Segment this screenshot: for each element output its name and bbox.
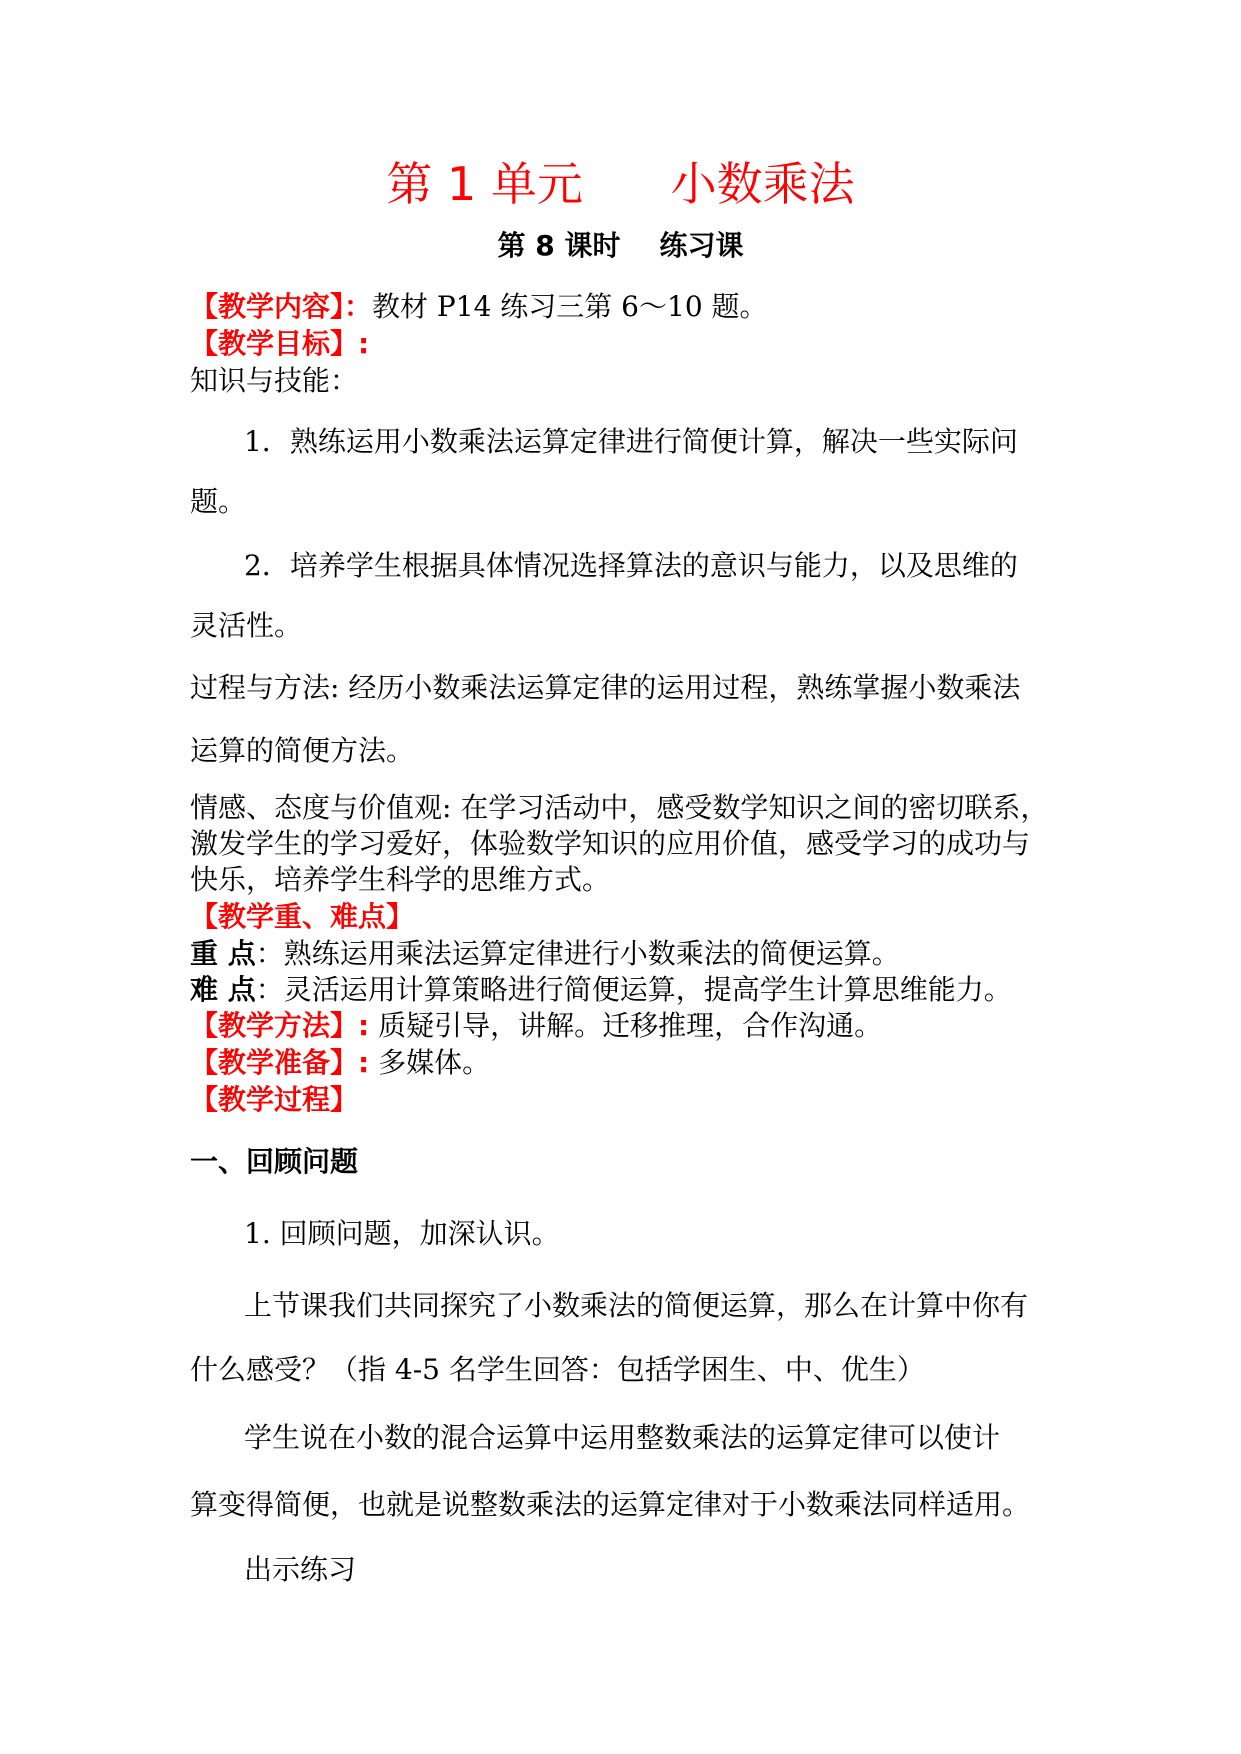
difficult-point-line: [190, 970, 1070, 1010]
knowledge-heading: 知识与技能：: [190, 364, 359, 397]
difficult-point-label: 难 点: [190, 973, 256, 1006]
process-method-line-1: 过程与方法: 经历小数乘法运算定律的运用过程，熟练掌握小数乘法: [190, 671, 1021, 704]
teaching-method-label: 【教学方法】:: [190, 1009, 370, 1042]
teaching-process-label: 【教学过程】: [190, 1083, 359, 1116]
objective-1-line-1: 1．熟练运用小数乘法运算定律进行简便计算，解决一些实际问: [244, 425, 1018, 458]
emotion-line-3: 快乐，培养学生科学的思维方式。: [190, 863, 611, 896]
teaching-process-line: [190, 1080, 1070, 1120]
paragraph-1-line-1: 上节课我们共同探究了小数乘法的简便运算，那么在计算中你有: [244, 1289, 1029, 1322]
objective-2-line-2: 灵活性。: [190, 609, 303, 642]
paragraph-1-line-2: 什么感受？（指 4-5 名学生回答：包括学困生、中、优生）: [190, 1353, 925, 1386]
teaching-preparation-line: [190, 1043, 1070, 1083]
key-difficult-heading-line: [190, 897, 1070, 937]
difficult-point-text: ：灵活运用计算策略进行简便运算，提高学生计算思维能力。: [255, 973, 1012, 1006]
emotion-line-2: 激发学生的学习爱好，体验数学知识的应用价值，感受学习的成功与: [190, 827, 1031, 860]
key-point-label: 重 点: [190, 937, 256, 970]
teaching-content-label: 【教学内容】：: [190, 290, 373, 323]
objective-2-line-1: 2．培养学生根据具体情况选择算法的意识与能力，以及思维的: [244, 549, 1018, 582]
teaching-preparation-text: 多媒体。: [369, 1046, 491, 1079]
teaching-preparation-label: 【教学准备】:: [190, 1046, 370, 1079]
show-practice-text: 出示练习: [244, 1553, 357, 1586]
step-1-text: 1. 回顾问题，加深认识。: [244, 1217, 560, 1250]
key-point-line: [190, 934, 1070, 974]
teaching-objectives-label: 【教学目标】:: [190, 327, 370, 360]
teaching-objectives-line: [190, 324, 1070, 364]
teaching-content-line: [190, 287, 1070, 327]
paragraph-2-line-2: 算变得简便，也就是说整数乘法的运算定律对于小数乘法同样适用。: [190, 1488, 1031, 1521]
emotion-line-1: 情感、态度与价值观: 在学习活动中，感受数学知识之间的密切联系，: [190, 791, 1049, 824]
teaching-method-line: [190, 1006, 1070, 1046]
objective-1-line-2: 题。: [190, 485, 247, 518]
lesson-title: 第 8 课时 练习课: [497, 229, 744, 262]
section-review-heading: 一、回顾问题: [190, 1145, 359, 1178]
teaching-method-text: 质疑引导，讲解。迁移推理，合作沟通。: [369, 1009, 883, 1042]
teaching-content-text: 教材 P14 练习三第 6～10 题。: [372, 290, 768, 323]
process-method-line-2: 运算的简便方法。: [190, 734, 415, 767]
key-difficult-label: 【教学重、难点】: [190, 900, 415, 933]
key-point-text: ：熟练运用乘法运算定律进行小数乘法的简便运算。: [255, 937, 900, 970]
paragraph-2-line-1: 学生说在小数的混合运算中运用整数乘法的运算定律可以使计: [244, 1421, 1001, 1454]
unit-title: 第 1 单元 小数乘法: [386, 157, 855, 211]
